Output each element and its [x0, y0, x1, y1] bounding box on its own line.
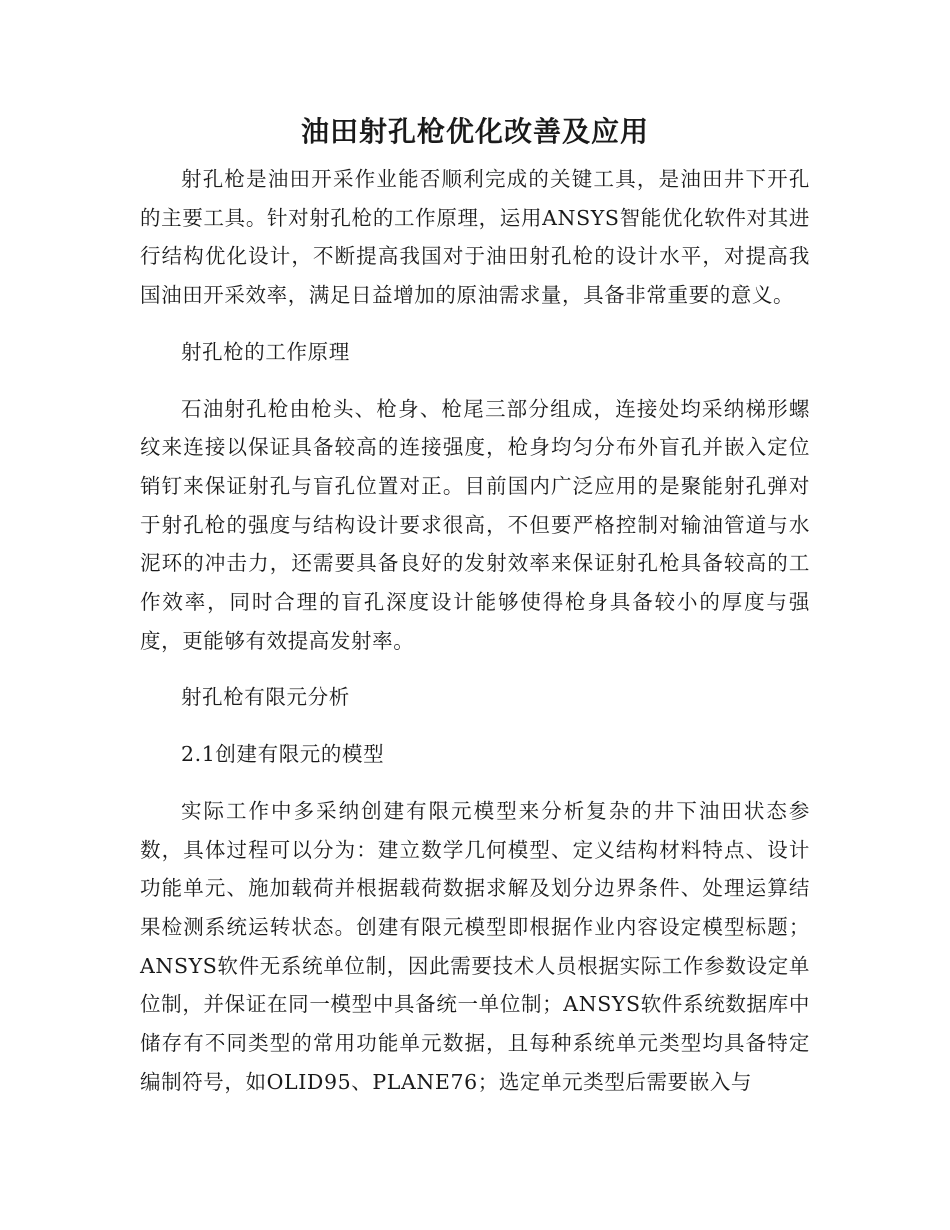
model-creation-paragraph: 实际工作中多采纳创建有限元模型来分析复杂的井下油田状态参数，具体过程可以分为：建立数学几何模型、定义结构材料特点、设计功能单元、施加载荷并根据载荷数据求解及划分边界条件、处理运算结果检测系统运转状态。创建有限元模型即根据作业内容设定模型标题；ANSYS软件无系统单位制，因此需要技术人员根据实际工作参数设定单位制，并保证在同一模型中具备统一单位制；ANSYS软件系统数据库中储存有不同类型的常用功能单元数据，且每种系统单元类型均具备特定编制符号，如OLID95、PLANE76；选定单元类型后需要嵌入与 [140, 798, 810, 1094]
section-heading-fea: 射孔枪有限元分析 [181, 685, 350, 710]
intro-paragraph: 射孔枪是油田开采作业能否顺利完成的关键工具，是油田井下开孔的主要工具。针对射孔枪的工作原理，运用ANSYS智能优化软件对其进行结构优化设计，不断提高我国对于油田射孔枪的设计水平，对提高我国油田开采效率，满足日益增加的原油需求量，具备非常重要的意义。 [140, 167, 810, 308]
working-principle-paragraph: 石油射孔枪由枪头、枪身、枪尾三部分组成，连接处均采纳梯形螺纹来连接以保证具备较高的连接强度，枪身均匀分布外盲孔并嵌入定位销钉来保证射孔与盲孔位置对正。目前国内广泛应用的是聚能射孔弹对于射孔枪的强度与结构设计要求很高，不但要严格控制对输油管道与水泥环的冲击力，还需要具备良好的发射效率来保证射孔枪具备较高的工作效率，同时合理的盲孔深度设计能够使得枪身具备较小的厚度与强度，更能够有效提高发射率。 [140, 396, 810, 653]
subsection-heading-model: 2.1创建有限元的模型 [181, 742, 385, 767]
document-page [140, 110, 810, 1119]
section-heading-working-principle: 射孔枪的工作原理 [181, 339, 350, 364]
document-title: 油田射孔枪优化改善及应用 [300, 115, 649, 148]
